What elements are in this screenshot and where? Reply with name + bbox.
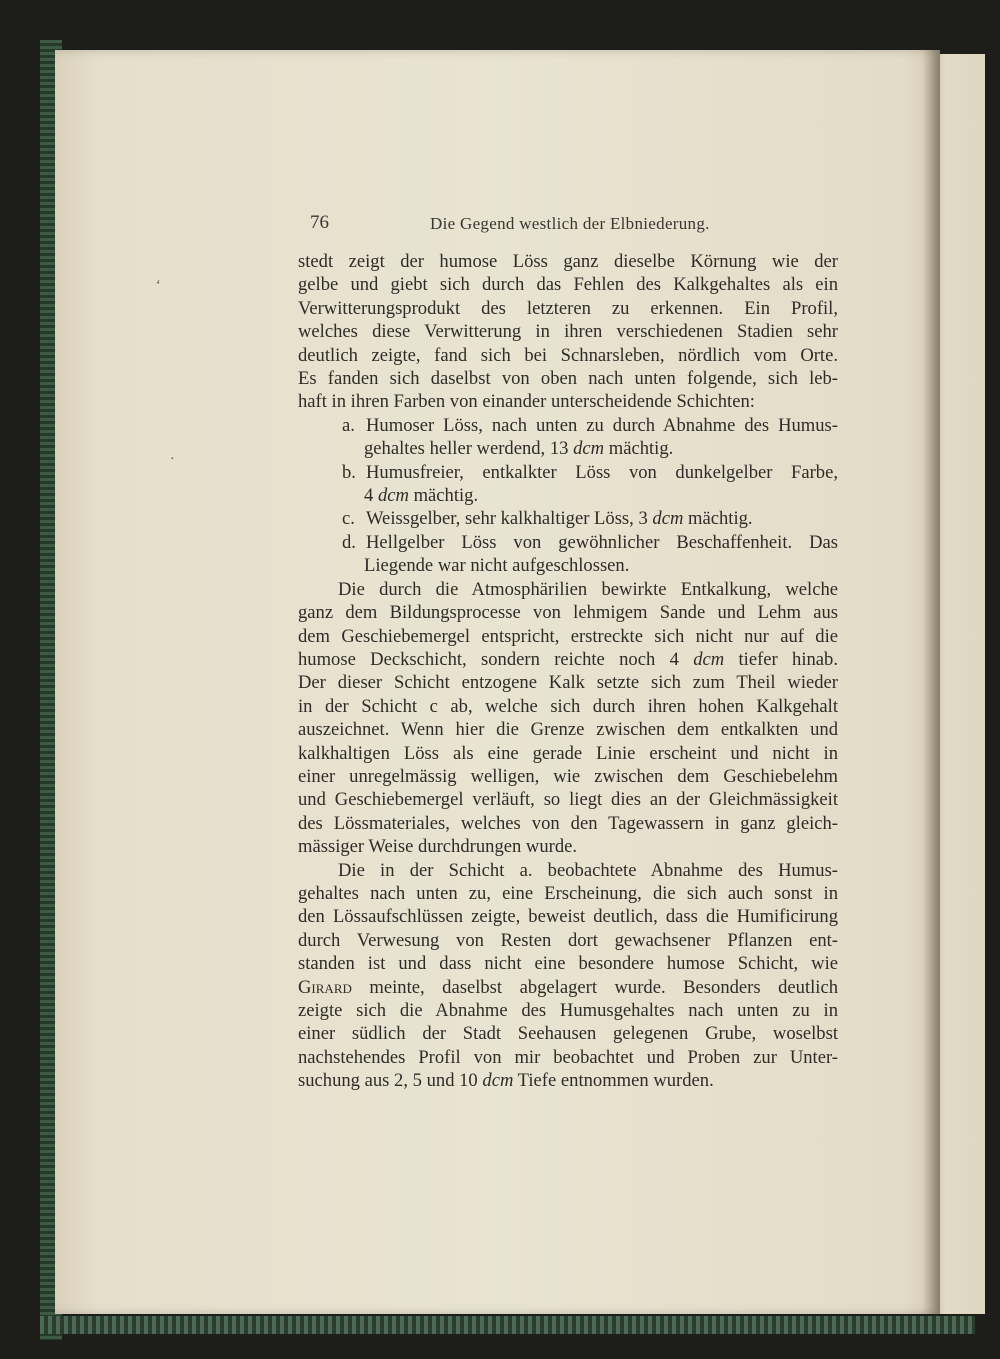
unit: dcm [377,485,409,507]
list-label: c. [342,508,355,530]
text-line: c. Weissgelber, sehr kalkhaltiger Löss, 3 dcm mächtig. [342,508,753,530]
text-line: Es fanden sich daselbst von oben nach unten folgende, sich leb- [298,368,838,390]
list-item [298,414,838,461]
running-head: Die Gegend westlich der Elbniederung. [430,214,710,233]
text-line: Die in der Schicht a. beobachtete Abnahme des Humus- [338,859,838,881]
text-line: humose Deckschicht, sondern reichte noch 4 dcm tiefer hinab. [298,648,838,670]
list-label: a. [342,414,355,436]
text-line: Girard meinte, daselbst abgelagert wurde. Besonders deutlich [298,976,838,998]
layer-list [298,414,838,578]
text-line: einer unregelmässig welligen, wie zwischen dem Geschiebelehm [298,765,838,787]
unit: dcm [652,508,684,530]
list-item [298,531,838,578]
page-header [310,212,710,242]
text-line: durch Verwesung von Resten dort gewachsener Pflanzen ent- [298,929,838,951]
unit: dcm [693,648,725,670]
text-line: haft in ihren Farben von einander unterscheidende Schichten: [298,391,755,413]
paragraph [298,250,838,414]
text-line: des Lössmateriales, welches von den Tagewassern in ganz gleich- [298,812,838,834]
text-line: mässiger Weise durchdrungen wurde. [298,836,578,858]
text-line: nachstehendes Profil von mir beobachtet und Proben zur Unter- [298,1046,838,1068]
text-line: zeigte sich die Abnahme des Humusgehaltes nach unten zu in [298,1000,838,1021]
text-line: in der Schicht c ab, welche sich durch ihren hohen Kalkgehalt [298,695,838,717]
text-line: Die durch die Atmosphärilien bewirkte Entkalkung, welche [338,578,838,600]
text-line: suchung aus 2, 5 und 10 dcm Tiefe entnommen wurden. [298,1070,714,1092]
list-label: d. [342,531,356,553]
author-name: Girard [298,976,352,998]
unit: dcm [573,438,605,460]
text-line: b. Humusfreier, entkalkter Löss von dunkelgelber Farbe, [342,461,838,483]
text-line: gehaltes heller werdend, 13 dcm mächtig. [364,438,674,460]
text-line: welches diese Verwitterung in ihren verschiedenen Stadien sehr [298,321,838,343]
text-line: gelbe und giebt sich durch das Fehlen des Kalkgehaltes als ein [298,274,838,296]
text-line: kalkhaltigen Löss als eine gerade Linie erscheint und nicht in [298,742,838,764]
text-line: standen ist und dass nicht eine besondere humose Schicht, wie [298,953,838,975]
text-line: ganz dem Bildungsprocesse von lehmigem Sande und Lehm aus [298,602,838,624]
body-text [298,250,838,1093]
book-cover-bottom-edge [40,1316,975,1334]
text-line: einer südlich der Stadt Seehausen gelegenen Grube, woselbst [298,1023,838,1045]
page-number: 76 [310,212,329,233]
text-line: Verwitterungsprodukt des letzteren zu erkennen. Ein Profil, [298,297,838,319]
list-label: b. [342,461,356,483]
paragraph [298,859,838,1093]
text-line: dem Geschiebemergel entspricht, erstreckte sich nicht nur auf die [298,625,838,647]
text-line: 4 dcm mächtig. [364,485,479,507]
text-line: stedt zeigt der humose Löss ganz dieselbe Körnung wie der [298,251,838,272]
text-line: den Lössaufschlüssen zeigte, beweist deutlich, dass die Humificirung [298,906,838,928]
margin-mark: ‘ [156,278,161,293]
text-line: d. Hellgelber Löss von gewöhnlicher Beschaffenheit. Das [342,531,838,553]
list-item [298,461,838,508]
text-line: gehaltes nach unten zu, eine Erscheinung, die sich auch sonst in [298,882,838,904]
text-line: auszeichnet. Wenn hier die Grenze zwischen dem entkalkten und [298,719,838,741]
paragraph [298,578,838,859]
text-line: deutlich zeigte, fand sich bei Schnarsleben, nördlich vom Orte. [298,344,838,366]
unit: dcm [482,1070,514,1092]
text-line: Liegende war nicht aufgeschlossen. [364,555,630,577]
text-line: a. Humoser Löss, nach unten zu durch Abnahme des Humus- [342,414,838,436]
text-line: Der dieser Schicht entzogene Kalk setzte sich zum Theil wieder [298,672,838,694]
gutter-shadow [922,50,940,1314]
text-line: und Geschiebemergel verläuft, so liegt dies an der Gleichmässigkeit [298,789,838,811]
margin-mark: · [170,452,175,467]
list-item [298,507,838,530]
